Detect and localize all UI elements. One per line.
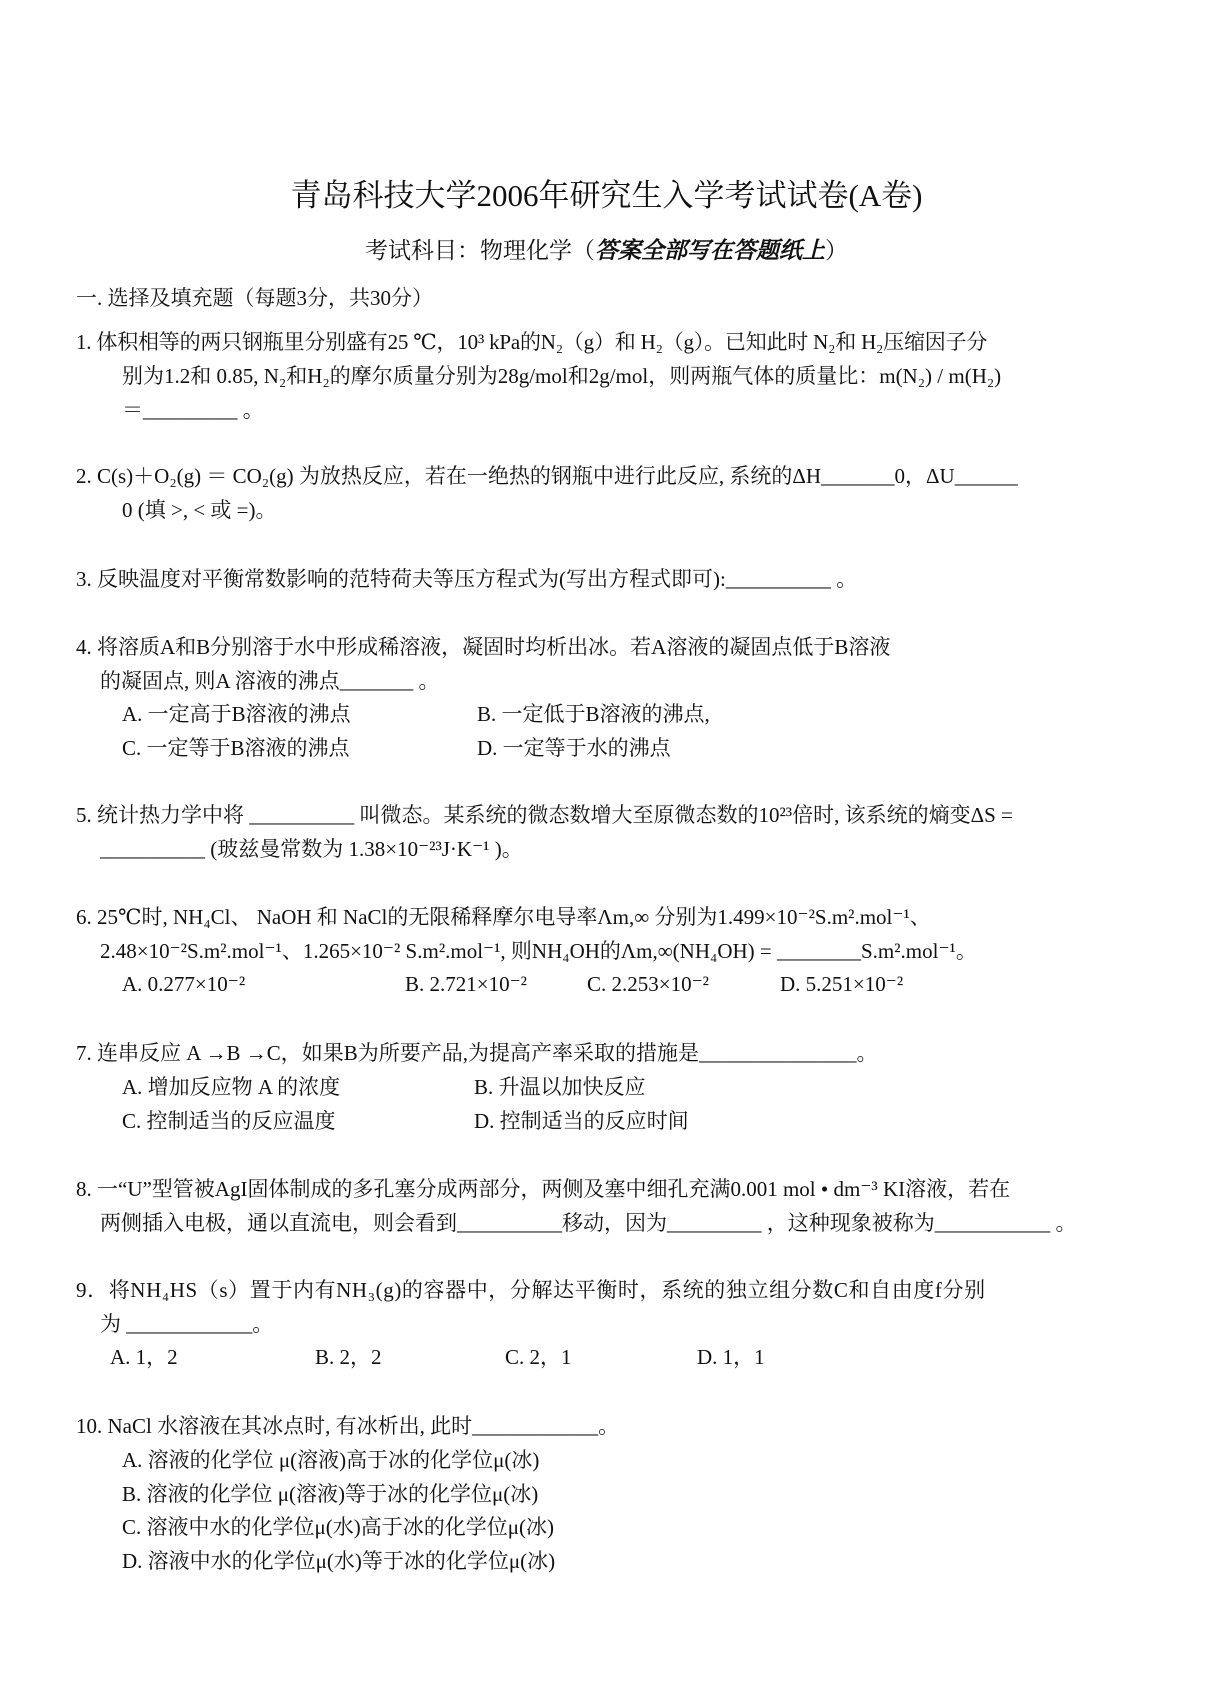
question-1-line: 别为1.2和 0.85, N₂和H₂的摩尔质量分别为28g/mol和2g/mol，则两瓶气体的质量比：m(N₂) / m(H₂) (122, 364, 1002, 388)
question-7-option: A. 增加反应物 A 的浓度 (122, 1075, 341, 1099)
question-6-option: D. 5.251×10⁻² (780, 972, 904, 996)
question-4-option: D. 一定等于水的沸点 (477, 736, 671, 760)
exam-title: 青岛科技大学2006年研究生入学考试试卷(A卷) (290, 178, 923, 213)
question-1-line: ＝_________ 。 (122, 398, 264, 422)
question-9-option: B. 2，2 (315, 1345, 382, 1369)
question-5-line: __________ (玻兹曼常数为 1.38×10⁻²³J·K⁻¹ )。 (100, 837, 523, 861)
subject-prefix: 考试科目：物理化学（ (365, 238, 595, 263)
question-9-line: 9．将NH₄HS（s）置于内有NH₃(g)的容器中，分解达平衡时，系统的独立组分数C和自由度f分别 (76, 1278, 986, 1302)
subject-instruction: 答案全部写在答题纸上 (595, 238, 825, 263)
question-6-option: B. 2.721×10⁻² (405, 972, 527, 996)
question-9-option: C. 2，1 (505, 1345, 572, 1369)
subject-suffix: ） (825, 238, 848, 263)
section-heading: 一. 选择及填充题（每题3分，共30分） (76, 286, 433, 310)
question-8-line: 8. 一“U”型管被AgI固体制成的多孔塞分成两部分，两侧及塞中细孔充满0.001 mol • dm⁻³ KI溶液，若在 (76, 1177, 1011, 1201)
question-6-line: 2.48×10⁻²S.m².mol⁻¹、1.265×10⁻² S.m².mol⁻¹, 则NH₄OH的Λm,∞(NH₄OH) = ________S.m².mol⁻¹。 (100, 939, 977, 963)
question-10-option: C. 溶液中水的化学位μ(水)高于冰的化学位μ(冰) (122, 1515, 554, 1539)
question-10-option: A. 溶液的化学位 μ(溶液)高于冰的化学位μ(冰) (122, 1448, 540, 1472)
question-2-line: 0 (填 >, < 或 =)。 (122, 498, 277, 522)
question-7-line: 7. 连串反应 A →B →C，如果B为所要产品,为提高产率采取的措施是_______________。 (76, 1041, 878, 1065)
question-7-option: D. 控制适当的反应时间 (474, 1109, 689, 1133)
question-4-option: B. 一定低于B溶液的沸点, (477, 702, 710, 726)
question-2-line: 2. C(s)＋O₂(g) ＝ CO₂(g) 为放热反应，若在一绝热的钢瓶中进行此反应, 系统的ΔH_______0，ΔU______ (76, 464, 1018, 488)
question-9-option: A. 1，2 (110, 1345, 178, 1369)
question-4-line: 的凝固点, 则A 溶液的沸点_______ 。 (100, 669, 440, 693)
question-4-line: 4. 将溶质A和B分别溶于水中形成稀溶液，凝固时均析出冰。若A溶液的凝固点低于B溶液 (76, 635, 891, 659)
question-6-option: A. 0.277×10⁻² (122, 972, 246, 996)
question-1-line: 1. 体积相等的两只钢瓶里分别盛有25 ℃，10³ kPa的N₂（g）和 H₂（g）。已知此时 N₂和 H₂压缩因子分 (76, 330, 988, 354)
question-4-option: C. 一定等于B溶液的沸点 (122, 736, 350, 760)
question-6-option: C. 2.253×10⁻² (587, 972, 709, 996)
exam-subject (0, 232, 1213, 265)
question-5-line: 5. 统计热力学中将 __________ 叫微态。某系统的微态数增大至原微态数的10²³倍时, 该系统的熵变ΔS = (76, 803, 1013, 827)
question-9-line: 为 ____________。 (100, 1312, 274, 1336)
question-7-option: C. 控制适当的反应温度 (122, 1109, 336, 1133)
question-7-option: B. 升温以加快反应 (474, 1075, 646, 1099)
question-9-option: D. 1，1 (697, 1345, 765, 1369)
question-3-line: 3. 反映温度对平衡常数影响的范特荷夫等压方程式为(写出方程式即可):__________ 。 (76, 567, 858, 591)
question-8-line: 两侧插入电极，通以直流电，则会看到__________移动，因为_________ ，这种现象被称为___________ 。 (100, 1211, 1077, 1235)
question-4-option: A. 一定高于B溶液的沸点 (122, 702, 351, 726)
question-6-line: 6. 25℃时, NH₄Cl、 NaOH 和 NaCl的无限稀释摩尔电导率Λm,∞ 分别为1.499×10⁻²S.m².mol⁻¹、 (76, 905, 931, 929)
question-10-line: 10. NaCl 水溶液在其冰点时, 有冰析出, 此时____________。 (76, 1414, 620, 1438)
question-10-option: D. 溶液中水的化学位μ(水)等于冰的化学位μ(冰) (122, 1549, 556, 1573)
question-10-option: B. 溶液的化学位 μ(溶液)等于冰的化学位μ(冰) (122, 1482, 539, 1506)
